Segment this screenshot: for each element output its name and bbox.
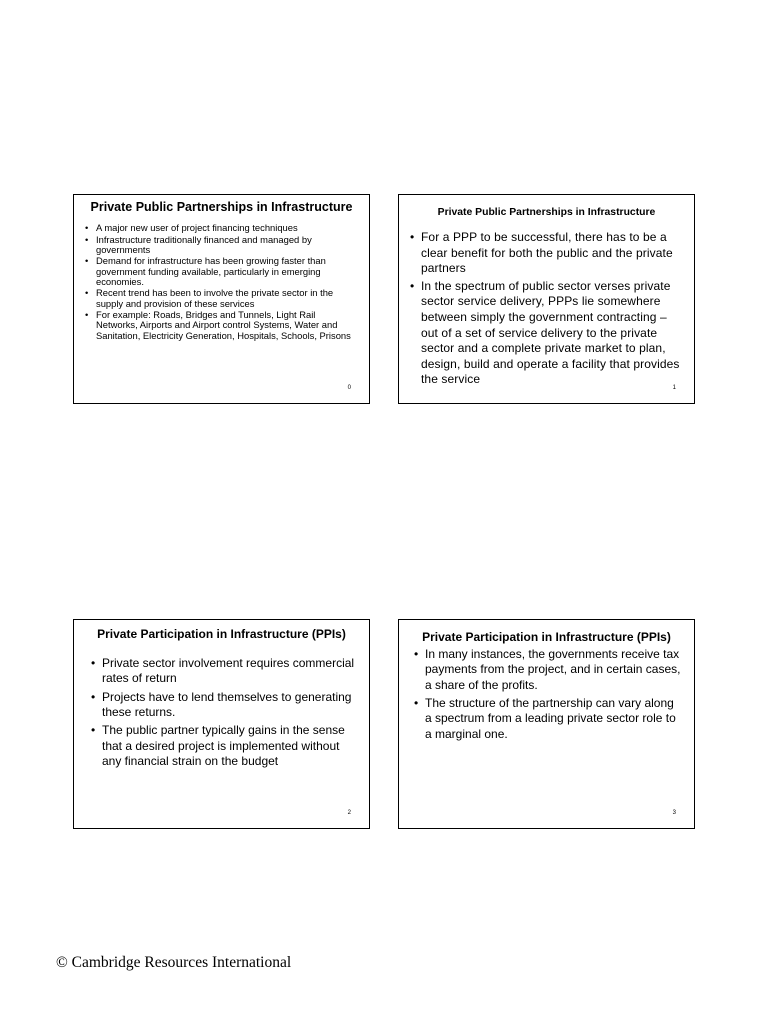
bullet-item: • The structure of the partnership can vary along a spectrum from a leading private sector role to a marginal one. [413, 696, 682, 742]
bullet-item: • For example: Roads, Bridges and Tunnels, Light Rail Networks, Airports and Airport control Systems, Water and Sanitation, Electricity Generation, Hospitals, Schools, Prisons [84, 310, 359, 341]
slide-title: Private Public Partnerships in Infrastructure [90, 200, 353, 214]
slide-title: Private Participation in Infrastructure (PPIs) [422, 630, 671, 644]
slide-0 [73, 194, 370, 404]
bullet-item: • Infrastructure traditionally financed and managed by governments [84, 235, 359, 256]
slide-title: Private Public Partnerships in Infrastructure [437, 207, 656, 218]
bullet-item: • In the spectrum of public sector verses private sector service delivery, PPPs lie somewhere between simply the government contracting –out of a set of service delivery to the private sector and a complete private market to plan, design, build and operate a facility that provides the service [409, 279, 682, 388]
bullet-list [413, 647, 682, 742]
slide-3 [398, 619, 695, 829]
bullet-item: • Demand for infrastructure has been growing faster than government funding available, particularly in emerging economies. [84, 256, 359, 287]
slide-title: Private Participation in Infrastructure (PPIs) [97, 627, 346, 641]
bullet-list [409, 230, 682, 388]
bullet-item: • For a PPP to be successful, there has to be a clear benefit for both the public and the private partners [409, 230, 682, 277]
bullet-list [84, 223, 359, 341]
bullet-item: • Recent trend has been to involve the private sector in the supply and provision of these services [84, 288, 359, 309]
copyright-footer: © Cambridge Resources International [56, 954, 292, 971]
bullet-item: • The public partner typically gains in the sense that a desired project is implemented without any financial strain on the budget [90, 723, 357, 769]
bullet-list [90, 656, 357, 770]
bullet-item: • In many instances, the governments receive tax payments from the project, and in certain cases, a share of the profits. [413, 647, 682, 693]
slide-number: 0 [347, 385, 351, 391]
slide-number: 2 [347, 810, 351, 816]
slide-number: 1 [672, 385, 676, 391]
bullet-item: • A major new user of project financing techniques [84, 223, 359, 233]
slide-2 [73, 619, 370, 829]
slide-1 [398, 194, 695, 404]
bullet-item: • Private sector involvement requires commercial rates of return [90, 656, 357, 687]
bullet-item: • Projects have to lend themselves to generating these returns. [90, 690, 357, 721]
slide-number: 3 [672, 810, 676, 816]
